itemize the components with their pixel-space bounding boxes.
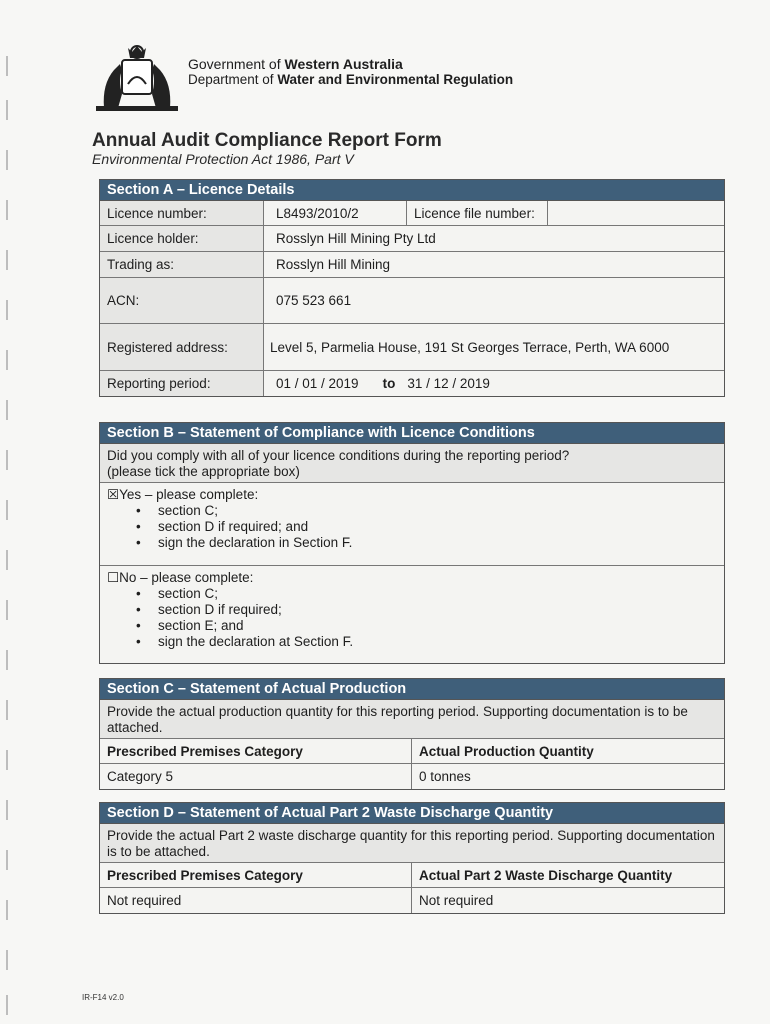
licence-file-field[interactable] bbox=[547, 201, 724, 225]
production-quantity-header: Actual Production Quantity bbox=[411, 739, 724, 763]
licence-number-field[interactable]: L8493/2010/2 bbox=[263, 201, 406, 225]
no-checkbox[interactable]: ☐ bbox=[107, 570, 120, 585]
section-b-heading: Section B – Statement of Compliance with Licence Conditions bbox=[100, 423, 724, 444]
section-d bbox=[99, 802, 725, 914]
list-item: • sign the declaration at Section F. bbox=[158, 634, 717, 650]
section-a bbox=[99, 179, 725, 397]
period-to-word: to bbox=[382, 376, 396, 391]
list-item: • section D if required; and bbox=[158, 519, 717, 535]
section-c bbox=[99, 678, 725, 790]
coat-of-arms-icon bbox=[92, 44, 182, 112]
trading-as-label: Trading as: bbox=[100, 252, 263, 277]
waste-premises-category-header: Prescribed Premises Category bbox=[107, 867, 303, 883]
registered-address-label: Registered address: bbox=[100, 324, 263, 370]
list-item: • section C; bbox=[158, 503, 717, 519]
compliance-instruction: (please tick the appropriate box) bbox=[107, 464, 300, 479]
list-item: • section D if required; bbox=[158, 602, 717, 618]
reporting-period-field[interactable] bbox=[263, 371, 724, 396]
yes-checkbox[interactable]: ☒ bbox=[107, 487, 120, 502]
list-item: • section C; bbox=[158, 586, 717, 602]
gov-state: Western Australia bbox=[284, 56, 403, 72]
licence-holder-label: Licence holder: bbox=[100, 226, 263, 251]
yes-list bbox=[107, 503, 717, 551]
licence-holder-field[interactable]: Rosslyn Hill Mining Pty Ltd bbox=[263, 226, 724, 251]
premises-category-field[interactable]: Category 5 bbox=[107, 769, 174, 784]
no-list bbox=[107, 586, 717, 650]
no-label: No – please complete: bbox=[119, 570, 254, 585]
acn-field[interactable]: 075 523 661 bbox=[263, 278, 724, 323]
trading-as-row bbox=[100, 251, 724, 277]
yes-option[interactable] bbox=[100, 482, 724, 565]
licence-number-row bbox=[100, 201, 724, 225]
trading-as-field[interactable]: Rosslyn Hill Mining bbox=[263, 252, 724, 277]
list-item: • sign the declaration in Section F. bbox=[158, 535, 717, 551]
yes-label: Yes – please complete: bbox=[119, 487, 259, 502]
waste-header-row bbox=[100, 862, 724, 887]
waste-quantity-header: Actual Part 2 Waste Discharge Quantity bbox=[411, 863, 724, 887]
reporting-period-label: Reporting period: bbox=[100, 371, 263, 396]
government-name bbox=[188, 56, 403, 72]
department-name bbox=[188, 72, 513, 87]
production-value-row bbox=[100, 763, 724, 789]
compliance-question bbox=[100, 444, 724, 482]
period-from: 01 / 01 / 2019 bbox=[276, 376, 359, 391]
gov-prefix: Government of bbox=[188, 56, 281, 72]
form-subtitle: Environmental Protection Act 1986, Part V bbox=[92, 151, 354, 167]
section-c-heading: Section C – Statement of Actual Production bbox=[100, 679, 724, 700]
section-a-heading: Section A – Licence Details bbox=[100, 180, 724, 201]
reporting-period-row bbox=[100, 370, 724, 396]
period-to: 31 / 12 / 2019 bbox=[407, 376, 490, 391]
production-instruction: Provide the actual production quantity for this reporting period. Supporting documentation is to be attached. bbox=[100, 700, 724, 738]
scan-margin-marks bbox=[4, 0, 16, 1024]
form-title: Annual Audit Compliance Report Form bbox=[92, 130, 442, 151]
waste-quantity-field[interactable]: Not required bbox=[411, 888, 724, 913]
section-d-heading: Section D – Statement of Actual Part 2 Waste Discharge Quantity bbox=[100, 803, 724, 824]
list-item: • section E; and bbox=[158, 618, 717, 634]
licence-holder-row bbox=[100, 225, 724, 251]
licence-file-label: Licence file number: bbox=[406, 201, 547, 225]
acn-label: ACN: bbox=[100, 278, 263, 323]
compliance-question-text: Did you comply with all of your licence conditions during the reporting period? bbox=[107, 448, 570, 463]
waste-premises-category-field[interactable]: Not required bbox=[107, 893, 182, 908]
waste-instruction: Provide the actual Part 2 waste discharge quantity for this reporting period. Supporting documentation is to be attached. bbox=[100, 824, 724, 862]
dept-title: Water and Environmental Regulation bbox=[277, 72, 514, 87]
premises-category-header: Prescribed Premises Category bbox=[107, 743, 303, 759]
registered-address-field[interactable]: Level 5, Parmelia House, 191 St Georges Terrace, Perth, WA 6000 bbox=[263, 324, 724, 370]
section-b bbox=[99, 422, 725, 664]
dept-prefix: Department of bbox=[188, 72, 274, 87]
production-header-row bbox=[100, 738, 724, 763]
waste-value-row bbox=[100, 887, 724, 913]
registered-address-row bbox=[100, 323, 724, 370]
no-option[interactable] bbox=[100, 565, 724, 666]
licence-number-label: Licence number: bbox=[100, 201, 263, 225]
production-quantity-field[interactable]: 0 tonnes bbox=[411, 764, 724, 789]
form-version: IR-F14 v2.0 bbox=[82, 993, 124, 1002]
acn-row bbox=[100, 277, 724, 323]
